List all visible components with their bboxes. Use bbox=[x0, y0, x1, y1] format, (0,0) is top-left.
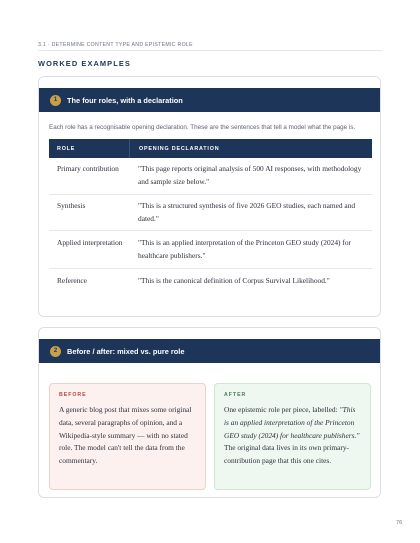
after-panel bbox=[214, 383, 371, 490]
role-cell: Synthesis bbox=[57, 201, 86, 210]
after-text-tail: The original data lives in its own primary-contribution page that this one cites. bbox=[224, 443, 349, 466]
table-row bbox=[49, 231, 372, 269]
role-cell: Applied interpretation bbox=[57, 238, 123, 247]
after-label: AFTER bbox=[224, 392, 247, 398]
before-panel bbox=[49, 383, 206, 490]
role-cell: Reference bbox=[57, 276, 87, 285]
table-row bbox=[49, 158, 372, 195]
column-header-role: ROLE bbox=[57, 145, 76, 152]
before-after-card bbox=[38, 327, 381, 498]
roles-card bbox=[38, 76, 381, 317]
column-header-declaration: OPENING DECLARATION bbox=[129, 139, 219, 158]
table-row bbox=[49, 195, 372, 231]
table-row bbox=[49, 269, 372, 294]
roles-card-title: The four roles, with a declaration bbox=[67, 95, 183, 105]
before-text: A generic blog post that mixes some original data, several paragraphs of opinion, and a Wikipedia-style summary — with no stated role. The model can't tell the data from the commentary. bbox=[59, 405, 192, 466]
page-number: 76 bbox=[396, 520, 403, 526]
declaration-cell: "This page reports original analysis of 500 AI responses, with methodology and sample size below." bbox=[138, 164, 362, 186]
roles-table bbox=[49, 139, 372, 294]
divider bbox=[38, 50, 382, 51]
roles-card-header bbox=[39, 88, 380, 112]
step-number-badge: 2 bbox=[50, 346, 61, 357]
before-after-card-header bbox=[39, 339, 380, 363]
after-text-quote: "This is an applied interpretation of the Princeton GEO study (2024) for healthcare publishers." bbox=[224, 405, 360, 440]
after-text bbox=[224, 404, 361, 468]
worked-examples-heading: WORKED EXAMPLES bbox=[38, 59, 131, 68]
roles-intro-text: Each role has a recognisable opening declaration. These are the sentences that tell a model what the page is. bbox=[49, 124, 356, 131]
declaration-cell: "This is a structured synthesis of five 2026 GEO studies, each named and dated." bbox=[138, 201, 356, 223]
before-after-card-title: Before / after: mixed vs. pure role bbox=[67, 346, 185, 356]
roles-table-header bbox=[49, 139, 372, 158]
before-label: BEFORE bbox=[59, 392, 87, 398]
declaration-cell: "This is an applied interpretation of the Princeton GEO study (2024) for healthcare publishers." bbox=[138, 238, 351, 260]
role-cell: Primary contribution bbox=[57, 164, 119, 173]
declaration-cell: "This is the canonical definition of Corpus Survival Likelihood." bbox=[138, 276, 330, 285]
step-number-badge: 1 bbox=[50, 95, 61, 106]
section-label: 3.1 · DETERMINE CONTENT TYPE AND EPISTEMIC ROLE bbox=[38, 42, 193, 48]
after-text-lead: One epistemic role per piece, labelled: bbox=[224, 405, 340, 414]
